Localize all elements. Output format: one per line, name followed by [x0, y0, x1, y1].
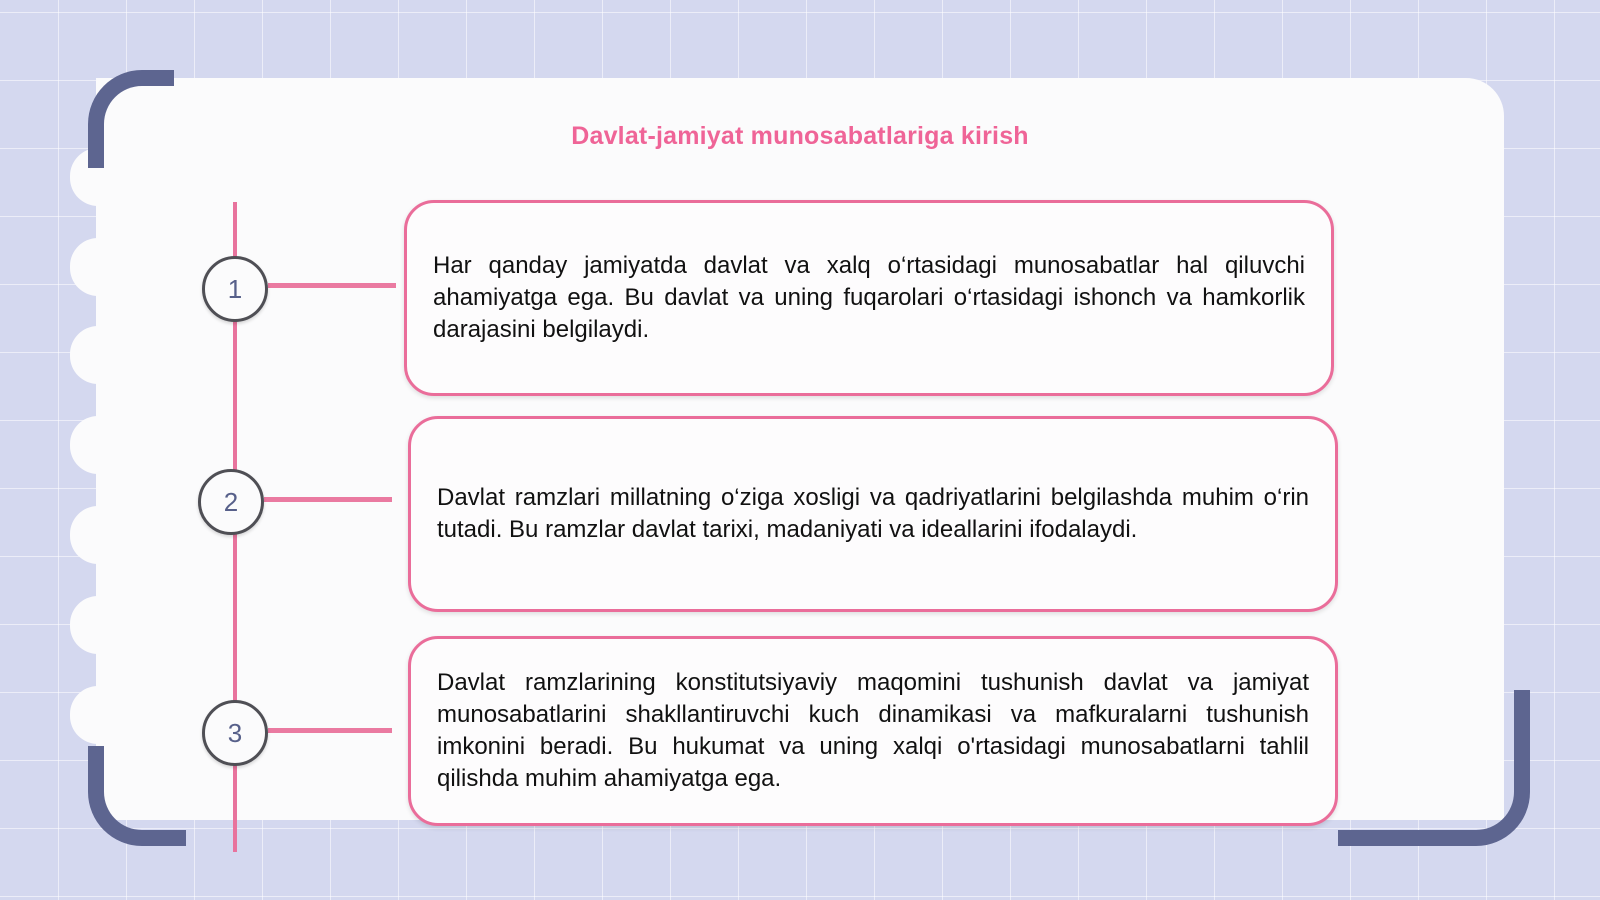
binder-tab: [70, 416, 126, 474]
timeline-connector: [268, 728, 392, 733]
step-number-badge: 2: [198, 469, 264, 535]
corner-bracket-bottom-left: [88, 746, 186, 846]
binder-tab: [70, 596, 126, 654]
content-card: [408, 636, 1338, 826]
card-text: Davlat ramzlarining konstitutsiyaviy maqomini tushunish davlat va jamiyat munosabatlarini shakllantiruvchi kuch dinamikasi va mafkuralarni tushunish imkonini beradi. Bu hukumat va uning xalqi o'rtasidagi munosabatlarni tahlil qilishda muhim ahamiyatga ega.: [437, 669, 1309, 792]
timeline-connector: [264, 497, 392, 502]
content-card: [404, 200, 1334, 396]
step-number-badge: 3: [202, 700, 268, 766]
card-text: Har qanday jamiyatda davlat va xalq o‘rtasidagi munosabatlar hal qiluvchi ahamiyatga ega. Bu davlat va uning fuqarolari o‘rtasidagi ishonch va hamkorlik darajasini belgilaydi.: [433, 252, 1305, 343]
content-card: [408, 416, 1338, 612]
binder-tab: [70, 506, 126, 564]
binder-tab: [70, 238, 126, 296]
binder-tab: [70, 326, 126, 384]
binder-tab: [70, 686, 126, 744]
timeline-connector: [268, 283, 396, 288]
corner-bracket-bottom-right: [1338, 690, 1530, 846]
slide-title: Davlat-jamiyat munosabatlariga kirish: [571, 122, 1029, 150]
step-number-badge: 1: [202, 256, 268, 322]
card-text: Davlat ramzlari millatning o‘ziga xosligi va qadriyatlarini belgilashda muhim o‘rin tutadi. Bu ramzlar davlat tarixi, madaniyati va ideallarini ifodalaydi.: [437, 484, 1309, 543]
